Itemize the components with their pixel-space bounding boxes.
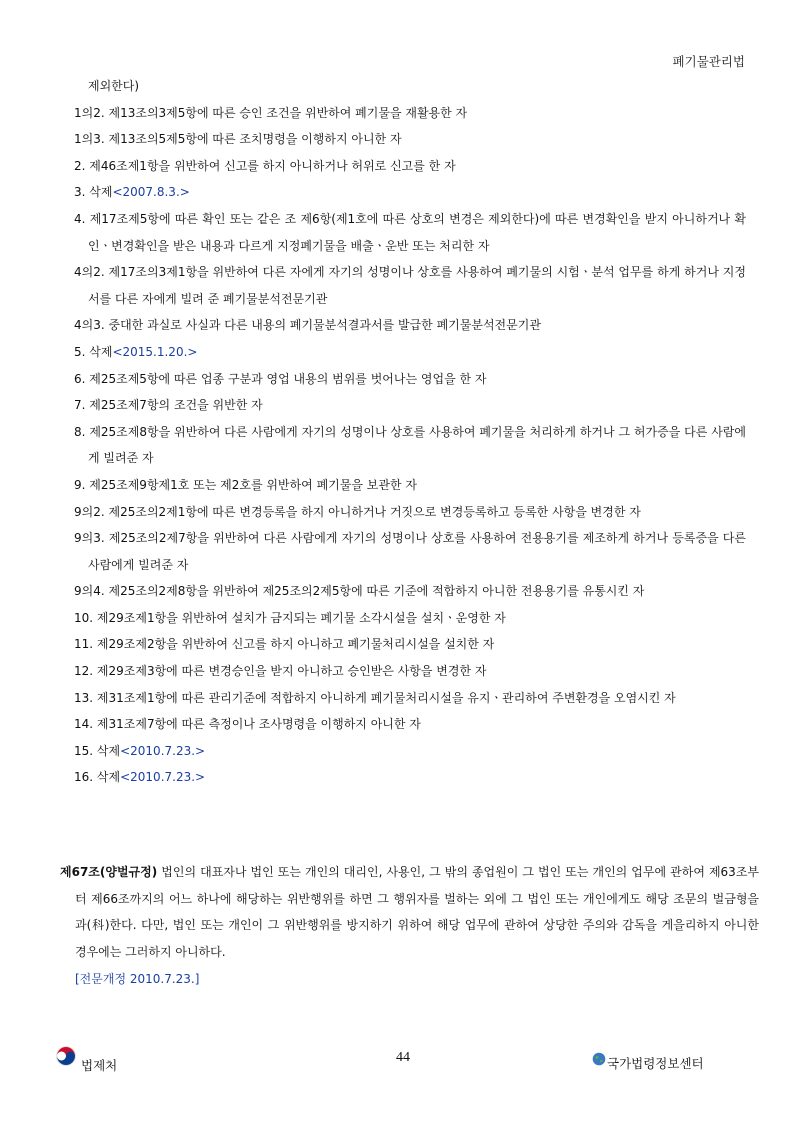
globe-icon xyxy=(592,1052,606,1066)
list-item xyxy=(74,525,746,578)
list-item xyxy=(74,631,746,658)
list-item-text: 14. 제31조제7항에 따른 측정이나 조사명령을 이행하지 아니한 자 xyxy=(74,717,421,732)
list-item xyxy=(74,179,746,206)
list-item-text: 10. 제29조제1항을 위반하여 설치가 금지되는 폐기물 소각시설을 설치ㆍ운영한 자 xyxy=(74,610,506,625)
list-item-text: 6. 제25조제5항에 따른 업종 구분과 영업 내용의 범위를 벗어나는 영업을 한 자 xyxy=(74,371,487,386)
list-item xyxy=(74,764,746,791)
list-item-text: 16. 삭제 xyxy=(74,770,121,785)
article-body: 법인의 대표자나 법인 또는 개인의 대리인, 사용인, 그 밖의 종업원이 그 법인 또는 개인의 업무에 관하여 제63조부터 제66조까지의 어느 하나에 해당하는 위반행위를 하면 그 행위자를 벌하는 외에 그 법인 또는 개인에게도 해당 조문의 벌금형을 과(科)한다. 다만, 법인 또는 개인이 그 위반행위를 방지하기 위하여 해당 업무에 관하여 상당한 주의와 감독을 게을리하지 아니한 경우에는 그러하지 아니하다. xyxy=(75,865,759,959)
list-item xyxy=(74,259,746,312)
article-67 xyxy=(60,859,759,965)
list-item-text: 12. 제29조제3항에 따른 변경승인을 받지 아니하고 승인받은 사항을 변경한 자 xyxy=(74,664,487,679)
list-item-text: 1의3. 제13조의5제5항에 따른 조치명령을 이행하지 아니한 자 xyxy=(74,132,402,147)
list-item xyxy=(74,392,746,419)
amendment-date-link[interactable]: <2010.7.23.> xyxy=(120,743,206,758)
list-item xyxy=(74,419,746,472)
list-item-text: 4. 제17조제5항에 따른 확인 또는 같은 조 제6항(제1호에 따른 상호의 변경은 제외한다)에 따른 변경확인을 받지 아니하거나 확인ㆍ변경확인을 받은 내용과 다르게 지정폐기물을 배출ㆍ운반 또는 처리한 자 xyxy=(74,211,746,253)
list-item-text: 9의2. 제25조의2제1항에 따른 변경등록을 하지 아니하거나 거짓으로 변경등록하고 등록한 사항을 변경한 자 xyxy=(74,504,641,519)
list-item xyxy=(74,73,746,100)
list-item xyxy=(74,578,746,605)
list-item-text: 제외한다) xyxy=(88,79,140,93)
list-item xyxy=(74,499,746,526)
list-item-text: 13. 제31조제1항에 따른 관리기준에 적합하지 아니하게 폐기물처리시설을 유지ㆍ관리하여 주변환경을 오염시킨 자 xyxy=(74,690,676,705)
amendment-date-link[interactable]: <2010.7.23.> xyxy=(120,770,206,785)
list-item-text: 11. 제29조제2항을 위반하여 신고를 하지 아니하고 폐기물처리시설을 설치한 자 xyxy=(74,637,495,652)
government-emblem-icon xyxy=(56,1046,76,1066)
footer-ministry-label: 법제처 xyxy=(81,1058,118,1073)
document-header-title: 폐기물관리법 xyxy=(672,54,745,69)
amendment-date-link[interactable]: <2015.1.20.> xyxy=(112,344,198,359)
list-item-text: 4의2. 제17조의3제1항을 위반하여 다른 자에게 자기의 성명이나 상호를 사용하여 폐기물의 시험ㆍ분석 업무를 하게 하거나 지정서를 다른 자에게 빌려 준 폐기물분석전문기관 xyxy=(74,265,746,306)
list-item xyxy=(74,206,746,259)
list-item-text: 1의2. 제13조의3제5항에 따른 승인 조건을 위반하여 폐기물을 재활용한 자 xyxy=(74,105,468,120)
list-item-text: 4의3. 중대한 과실로 사실과 다른 내용의 폐기물분석결과서를 발급한 폐기물분석전문기관 xyxy=(74,318,541,333)
article-title: 제67조(양벌규정) xyxy=(60,865,158,879)
list-item-text: 2. 제46조제1항을 위반하여 신고를 하지 아니하거나 허위로 신고를 한 자 xyxy=(74,158,456,173)
list-item xyxy=(74,605,746,632)
penalty-item-list xyxy=(74,73,746,791)
list-item-text: 3. 삭제 xyxy=(74,185,113,200)
list-item-text: 15. 삭제 xyxy=(74,743,121,758)
list-item xyxy=(74,685,746,712)
list-item xyxy=(74,472,746,499)
list-item-text: 9의3. 제25조의2제7항을 위반하여 다른 사람에게 자기의 성명이나 상호를 사용하여 전용용기를 제조하게 하거나 등록증을 다른 사람에게 빌려준 자 xyxy=(74,531,746,572)
list-item xyxy=(74,100,746,127)
list-item-text: 9의4. 제25조의2제8항을 위반하여 제25조의2제5항에 따른 기준에 적합하지 아니한 전용용기를 유통시킨 자 xyxy=(74,584,645,599)
list-item xyxy=(74,658,746,685)
list-item xyxy=(74,126,746,153)
list-item xyxy=(74,738,746,765)
list-item xyxy=(74,339,746,366)
list-item xyxy=(74,366,746,393)
list-item-text: 7. 제25조제7항의 조건을 위반한 자 xyxy=(74,398,263,413)
list-item-text: 5. 삭제 xyxy=(74,344,113,359)
list-item xyxy=(74,312,746,339)
amendment-date-link[interactable]: <2007.8.3.> xyxy=(112,185,190,200)
amendment-note[interactable]: [전문개정 2010.7.23.] xyxy=(75,972,200,986)
list-item-text: 9. 제25조제9항제1호 또는 제2호를 위반하여 폐기물을 보관한 자 xyxy=(74,477,417,492)
list-item xyxy=(74,153,746,180)
list-item-text: 8. 제25조제8항을 위반하여 다른 사람에게 자기의 성명이나 상호를 사용하여 폐기물을 처리하게 하거나 그 허가증을 다른 사람에게 빌려준 자 xyxy=(74,424,746,466)
page-number: 44 xyxy=(396,1050,410,1065)
list-item xyxy=(74,711,746,738)
footer-legal-center-label: 국가법령정보센터 xyxy=(607,1056,704,1071)
